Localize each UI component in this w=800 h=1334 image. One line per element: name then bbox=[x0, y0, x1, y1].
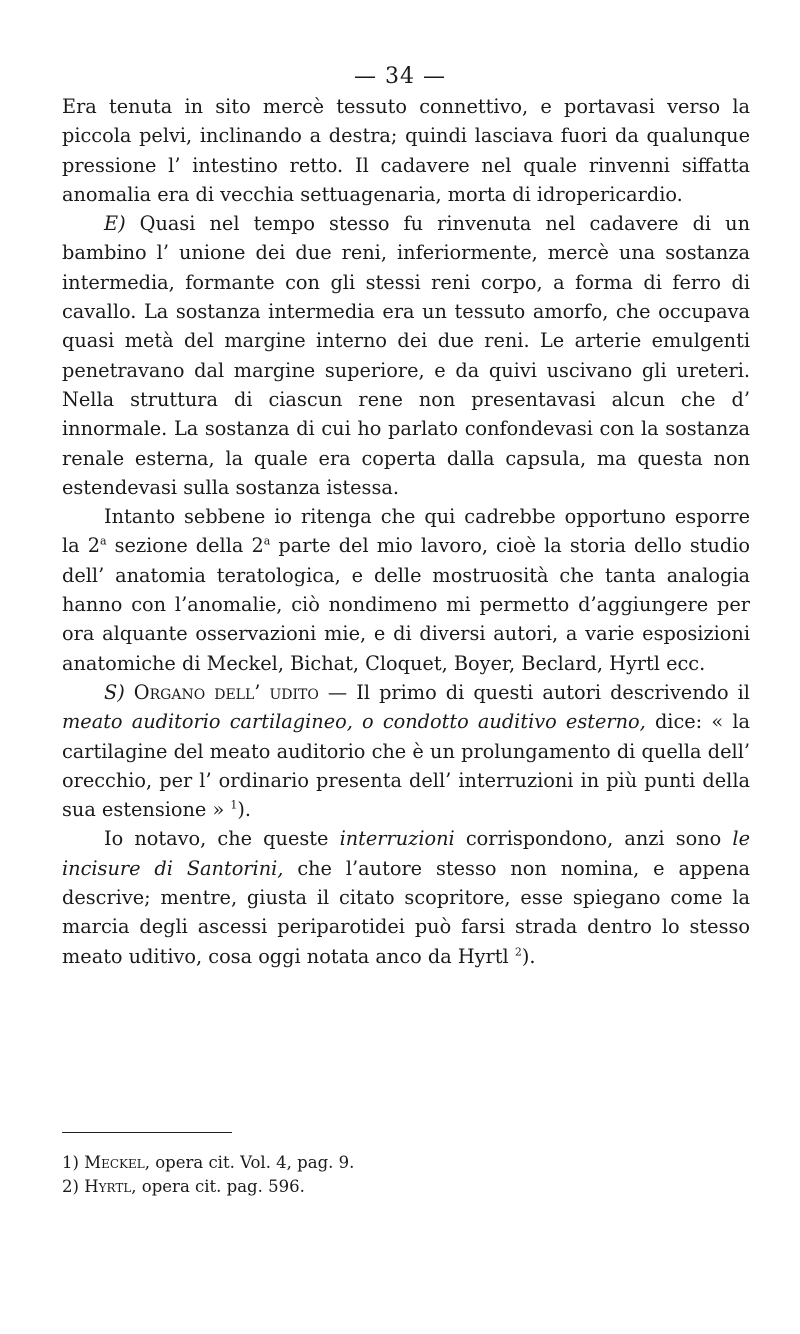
footnote-text: opera cit. Vol. 4, pag. 9. bbox=[149, 1153, 355, 1172]
footnote-author: Hyrtl, bbox=[84, 1176, 137, 1196]
paragraph-5-text-d: ). bbox=[521, 944, 536, 968]
paragraph-3 bbox=[62, 502, 750, 678]
paragraph-2 bbox=[62, 209, 750, 502]
page-number: — 34 — bbox=[354, 64, 446, 89]
paragraph-3-text-b: sezione della 2 bbox=[106, 534, 264, 558]
footnote-author: Meckel, bbox=[84, 1153, 150, 1172]
footnote-marker: 2) bbox=[62, 1176, 79, 1196]
footnotes bbox=[62, 1151, 750, 1198]
footnote-2 bbox=[62, 1175, 750, 1199]
footnote-text: opera cit. pag. 596. bbox=[136, 1176, 305, 1196]
paragraph-3-text-a: Intanto sebbene io ritenga che qui cadrebbe opportuno esporre la 2 bbox=[62, 505, 750, 558]
section-heading: Organo dell’ udito bbox=[133, 680, 319, 704]
italic-term: meato auditorio cartilagineo, o condotto auditivo esterno, bbox=[62, 710, 646, 734]
body-text bbox=[62, 92, 750, 971]
italic-term: interruzioni bbox=[339, 827, 455, 851]
paragraph-5 bbox=[62, 824, 750, 970]
ordinal-superscript: a bbox=[263, 535, 271, 549]
paragraph-4-text-b: dice: « la cartilagine del meato auditorio che è un prolungamento di quella dell’ orecchio, per l’ ordinario presenta dell’ interruzioni in più punti della sua estensione » bbox=[62, 710, 750, 822]
footnote-1 bbox=[62, 1151, 750, 1175]
footnote-ref-1: 1 bbox=[230, 798, 238, 812]
ordinal-superscript: a bbox=[100, 535, 107, 549]
section-marker-e: E) bbox=[104, 212, 126, 236]
paragraph-5-text-c: che l’autore stesso non nomina, e appena descrive; mentre, giusta il citato scopritore, esse spiegano come la marcia degli ascessi periparotidei può farsi strada dentro lo stesso meato uditivo, cosa oggi notata anco da Hyrtl bbox=[62, 856, 750, 968]
paragraph-1: Era tenuta in sito mercè tessuto connettivo, e portavasi verso la piccola pelvi, inclinando a destra; quindi lasciava fuori da qualunque pressione l’ intestino retto. Il cadavere nel quale rinvenni siffatta anomalia era di vecchia settuagenaria, morta di idropericardio. bbox=[62, 95, 750, 206]
paragraph-4-text-c: ). bbox=[237, 798, 252, 822]
footnote-marker: 1) bbox=[62, 1153, 79, 1172]
section-marker-s: S) bbox=[104, 680, 125, 704]
paragraph-5-text-b: corrispondono, anzi sono bbox=[454, 827, 733, 851]
footnote-divider bbox=[62, 1132, 232, 1133]
paragraph-5-text-a: Io notavo, che queste bbox=[104, 827, 340, 851]
footnote-ref-2: 2 bbox=[514, 945, 522, 959]
paragraph-2-text: Quasi nel tempo stesso fu rinvenuta nel cadavere di un bambino l’ unione dei due reni, inferiormente, mercè una sostanza intermedia, formante con gli stessi reni corpo, a forma di ferro di cavallo. La sostanza intermedia era un tessuto amorfo, che occupava quasi metà del margine interno dei due reni. Le arterie emulgenti penetravano dal margine superiore, e da quivi uscivano gli ureteri. Nella struttura di ciascun rene non presentavasi alcun che d’ innormale. La sostanza di cui ho parlato confondevasi con la sostanza renale esterna, la quale era coperta dalla capsula, ma questa non estendevasi sulla sostanza istessa. bbox=[62, 212, 750, 499]
paragraph-4 bbox=[62, 678, 750, 824]
italic-term: le incisure di Santorini, bbox=[62, 827, 750, 880]
paragraph-4-text-a: — Il primo di questi autori descrivendo il bbox=[318, 680, 750, 704]
paragraph-3-text-c: parte del mio lavoro, cioè la storia dello studio dell’ anatomia teratologica, e delle mostruosità che tanta analogia hanno con l’anomalie, ciò nondimeno mi permetto d’aggiungere per ora alquante osservazioni mie, e di diversi autori, a varie esposizioni anatomiche di Meckel, Bichat, Cloquet, Boyer, Beclard, Hyrtl ecc. bbox=[62, 534, 750, 675]
